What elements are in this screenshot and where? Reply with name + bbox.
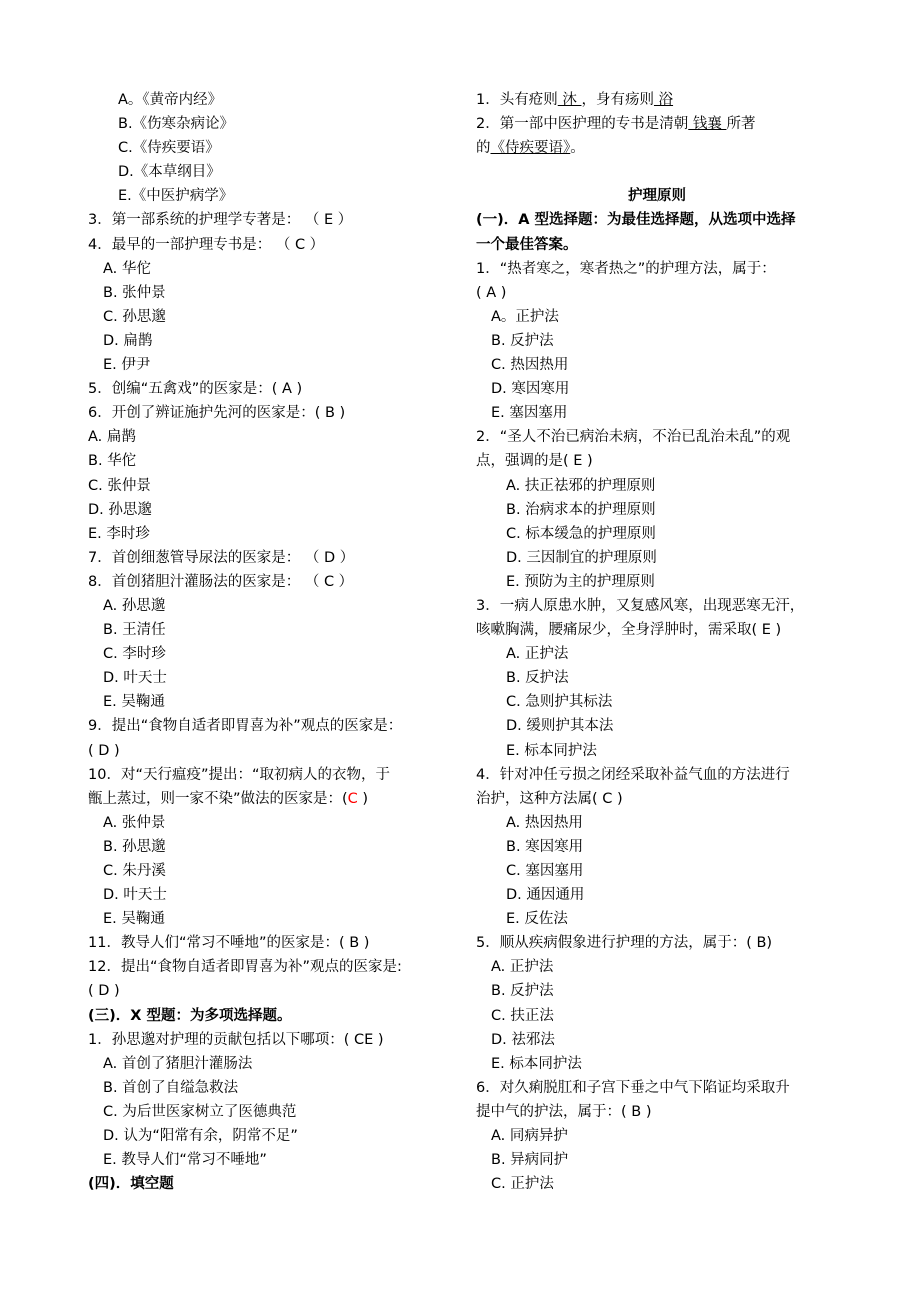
left-line-32 [88,859,460,883]
right-line-4 [476,305,838,329]
left-line-38 [88,1004,460,1028]
fill1-answer-2: 浴 [653,92,674,108]
right-line-29 [476,907,838,931]
right-text-19: B. 反护法 [506,670,569,687]
left-text-41: B. 首创了自缢急救法 [103,1079,239,1096]
right-line-17 [476,618,838,642]
right-line-10 [476,449,838,473]
left-line-17 [88,498,460,522]
left-line-12 [88,377,460,401]
left-line-30 [88,811,460,835]
right-text-5: B. 反护法 [491,332,554,349]
right-text-4: A。正护法 [491,308,559,325]
left-column [88,88,460,1196]
left-line-6 [88,233,460,257]
left-text-5: 3．第一部系统的护理学专著是： （ E ） [88,212,353,229]
right-text-0: (一)．A 型选择题：为最佳选择题，从选项中选择 [476,212,796,229]
left-line-37 [88,979,460,1003]
left-line-13 [88,401,460,425]
left-line-33 [88,883,460,907]
left-text-20: 8．首创猪胆汁灌肠法的医家是： （ C ） [88,573,354,590]
right-text-2: 1．“热者寒之，寒者热之”的护理方法，属于： [476,260,776,277]
right-text-39: B. 异病同护 [491,1152,569,1169]
fill2-line2-suffix: 。 [570,140,585,157]
right-text-26: B. 寒因寒用 [506,838,584,855]
right-line-34 [476,1028,838,1052]
right-line-28 [476,883,838,907]
right-text-3: ( A ) [476,284,507,301]
right-line-25 [476,811,838,835]
right-line-39 [476,1148,838,1172]
left-text-45: (四)．填空题 [88,1176,174,1193]
right-line-18 [476,642,838,666]
left-text-30: A. 张仲景 [103,814,166,831]
right-text-29: E. 反佐法 [506,911,568,928]
right-text-23: 4．针对冲任亏损之闭经采取补益气血的方法进行 [476,766,790,783]
left-line-14 [88,425,460,449]
right-line-2 [476,257,838,281]
left-text-27: ( D ) [88,742,120,759]
right-text-31: A. 正护法 [491,959,554,976]
red-answer: C [347,790,358,807]
right-text-36: 6．对久痢脱肛和子宫下垂之中气下陷证均采取升 [476,1079,790,1096]
right-line-13 [476,522,838,546]
right-text-1: 一个最佳答案。 [476,236,578,253]
left-after-29: ) [357,790,369,807]
left-text-11: E. 伊尹 [103,357,151,374]
fill-blank-question-2-line-2 [476,136,838,160]
fill2-prefix: 2．第一部中医护理的专书是清朝 [476,116,689,133]
right-line-7 [476,377,838,401]
left-line-24 [88,666,460,690]
right-text-9: 2．“圣人不治已病治未病，不治已乱治未乱”的观 [476,429,791,446]
left-line-16 [88,474,460,498]
fill2-suffix: 所著 [726,116,756,133]
left-text-4: E.《中医护病学》 [118,188,234,205]
right-text-24: 治护，这种方法属( C ) [476,790,623,807]
left-line-36 [88,955,460,979]
right-line-31 [476,955,838,979]
left-text-32: C. 朱丹溪 [103,863,166,879]
left-line-34 [88,907,460,931]
left-line-39 [88,1028,460,1052]
right-text-8: E. 塞因塞用 [491,405,568,422]
left-text-37: ( D ) [88,983,120,1000]
right-text-25: A. 热因热用 [506,814,583,831]
left-text-40: A. 首创了猪胆汁灌肠法 [103,1055,253,1072]
left-text-0: A。《黄帝内经》 [118,92,223,108]
fill2-line2-prefix: 的 [476,140,491,157]
left-line-21 [88,594,460,618]
right-line-21 [476,714,838,738]
right-text-38: A. 同病异护 [491,1128,568,1145]
left-text-28: 10．对“天行瘟疫”提出：“取初病人的衣物，于 [88,766,390,783]
left-line-31 [88,835,460,859]
left-text-36: 12．提出“食物自适者即胃喜为补”观点的医家是: [88,959,402,976]
left-text-13: 6．开创了辨证施护先河的医家是：( B ) [88,405,346,422]
right-line-33 [476,1004,838,1028]
right-text-20: C. 急则护其标法 [506,694,613,711]
left-line-29 [88,787,460,811]
left-text-16: C. 张仲景 [88,477,151,494]
right-line-14 [476,546,838,570]
left-text-22: B. 王清任 [103,622,166,639]
left-line-44 [88,1148,460,1172]
left-text-10: D. 扁鹊 [103,332,153,349]
right-text-40: C. 正护法 [491,1176,554,1193]
right-text-13: C. 标本缓急的护理原则 [506,525,656,542]
right-text-11: A. 扶正祛邪的护理原则 [506,477,656,494]
right-text-21: D. 缓则护其本法 [506,718,614,735]
left-line-35 [88,931,460,955]
left-text-35: 11．教导人们“常习不唾地”的医家是：( B ) [88,935,370,952]
left-line-20 [88,570,460,594]
left-line-43 [88,1124,460,1148]
left-text-17: D. 孙思邈 [88,501,152,518]
left-text-43: D. 认为“阳常有余，阴常不足” [103,1128,298,1145]
right-text-34: D. 祛邪法 [491,1031,555,1048]
right-text-30: 5．顺从疾病假象进行护理的方法，属于：( B) [476,935,773,952]
left-text-1: B.《伤寒杂病论》 [118,116,235,133]
left-text-6: 4．最早的一部护理专书是： （ C ） [88,236,325,253]
right-line-15 [476,570,838,594]
right-line-8 [476,401,838,425]
right-line-16 [476,594,838,618]
left-line-42 [88,1100,460,1124]
fill-blank-question-1 [476,88,838,112]
right-text-16: 3．一病人原患水肿，又复感风寒，出现恶寒无汗， [476,597,805,614]
left-text-24: D. 叶天士 [103,670,167,687]
left-text-34: E. 吴鞠通 [103,911,165,928]
right-text-22: E. 标本同护法 [506,742,597,759]
left-text-3: D.《本草纲目》 [118,164,221,181]
left-line-15 [88,449,460,473]
left-line-1 [88,112,460,136]
left-text-2: C.《侍疾要语》 [118,140,220,157]
left-text-7: A. 华佗 [103,260,151,277]
fill1-middle: ，身有疡则 [581,92,654,108]
left-line-11 [88,353,460,377]
right-line-1 [476,233,838,257]
left-line-7 [88,257,460,281]
left-line-26 [88,714,460,738]
right-line-5 [476,329,838,353]
left-text-23: C. 李时珍 [103,646,166,663]
left-text-8: B. 张仲景 [103,284,166,301]
right-question-lines [476,208,838,1196]
left-line-8 [88,281,460,305]
spacer-line [476,160,838,184]
right-text-18: A. 正护法 [506,646,569,663]
left-line-4 [88,184,460,208]
left-text-15: B. 华佗 [88,453,137,470]
section-title: 护理原则 [628,188,686,205]
right-line-26 [476,835,838,859]
right-line-23 [476,763,838,787]
right-text-17: 咳嗽胸满，腰痛尿少，全身浮肿时，需采取( E ) [476,622,782,639]
left-line-5 [88,208,460,232]
fill-blank-question-2-line-1 [476,112,838,136]
left-line-25 [88,690,460,714]
right-line-12 [476,498,838,522]
fill1-prefix: 1．头有疮则 [476,92,558,108]
left-line-23 [88,642,460,666]
right-line-0 [476,208,838,232]
left-text-33: D. 叶天士 [103,887,167,904]
right-line-32 [476,979,838,1003]
right-text-35: E. 标本同护法 [491,1055,582,1072]
left-text-26: 9．提出“食物自适者即胃喜为补”观点的医家是： [88,718,403,735]
right-text-28: D. 通因通用 [506,887,585,904]
right-text-6: C. 热因热用 [491,357,569,374]
right-line-3 [476,281,838,305]
right-line-37 [476,1100,838,1124]
right-line-22 [476,739,838,763]
left-line-22 [88,618,460,642]
right-text-7: D. 寒因寒用 [491,381,570,398]
left-line-9 [88,305,460,329]
right-line-11 [476,474,838,498]
left-line-10 [88,329,460,353]
right-text-33: C. 扶正法 [491,1007,554,1024]
right-line-35 [476,1052,838,1076]
right-text-15: E. 预防为主的护理原则 [506,573,655,590]
left-text-29: 甑上蒸过，则一家不染”做法的医家是：( [88,790,348,807]
right-text-32: B. 反护法 [491,983,554,1000]
left-line-0 [88,88,460,112]
left-line-45 [88,1172,460,1196]
left-text-12: 5．创编“五禽戏”的医家是：( A ) [88,381,303,398]
left-line-2 [88,136,460,160]
right-line-6 [476,353,838,377]
right-text-12: B. 治病求本的护理原则 [506,501,656,518]
left-line-3 [88,160,460,184]
right-line-24 [476,787,838,811]
right-line-38 [476,1124,838,1148]
fill1-answer-1: 沐 [557,92,582,108]
left-text-44: E. 教导人们“常习不唾地” [103,1152,267,1169]
right-line-40 [476,1172,838,1196]
fill2-answer-1: 钱襄 [688,116,727,133]
right-line-9 [476,425,838,449]
right-text-37: 提中气的护法，属于：( B ) [476,1103,652,1120]
left-line-28 [88,763,460,787]
left-text-21: A. 孙思邈 [103,597,166,614]
left-text-25: E. 吴鞠通 [103,694,165,711]
right-text-27: C. 塞因塞用 [506,863,584,879]
right-line-36 [476,1076,838,1100]
left-text-31: B. 孙思邈 [103,838,166,855]
left-text-39: 1．孙思邈对护理的贡献包括以下哪项：( CE ) [88,1031,384,1048]
right-column [476,88,838,1196]
right-line-30 [476,931,838,955]
left-line-27 [88,739,460,763]
right-line-27 [476,859,838,883]
right-text-10: 点，强调的是( E ) [476,453,593,470]
left-line-40 [88,1052,460,1076]
left-line-41 [88,1076,460,1100]
left-text-38: (三)．X 型题：为多项选择题。 [88,1007,292,1024]
left-line-19 [88,546,460,570]
fill2-answer-2: 《侍疾要语》 [490,140,571,157]
right-line-19 [476,666,838,690]
right-text-14: D. 三因制宜的护理原则 [506,549,657,566]
right-line-20 [476,690,838,714]
left-text-19: 7．首创细葱管导尿法的医家是： （ D ） [88,549,355,566]
left-text-18: E. 李时珍 [88,525,150,542]
left-line-18 [88,522,460,546]
left-text-14: A. 扁鹊 [88,429,136,446]
left-text-42: C. 为后世医家树立了医德典范 [103,1103,297,1120]
left-text-9: C. 孙思邈 [103,308,166,325]
